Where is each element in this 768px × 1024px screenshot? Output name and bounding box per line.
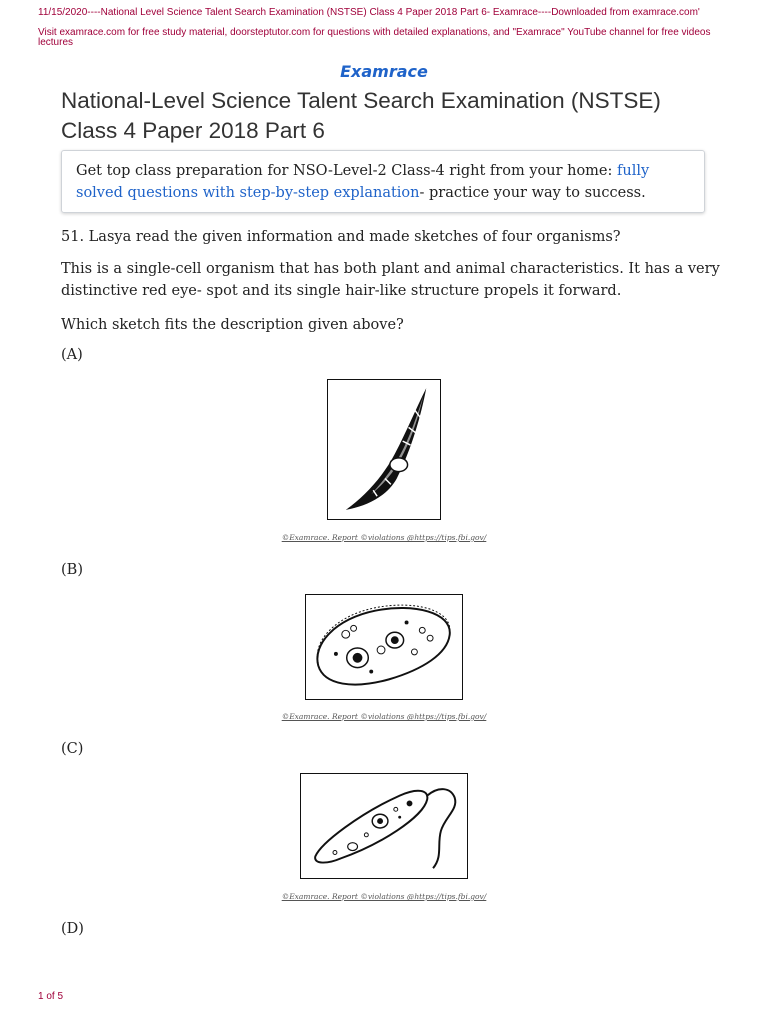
- option-d-label: (D): [61, 921, 84, 937]
- promo-text: Get top class preparation for NSO-Level-2 Class-4 right from your home:: [76, 163, 618, 179]
- crescent-organism-drawing: [328, 380, 440, 519]
- page-number: 1 of 5: [38, 991, 64, 1002]
- title-line-2: Class 4 Paper 2018 Part 6: [61, 118, 325, 143]
- visit-info-line: Visit examrace.com for free study material, doorsteptutor.com for questions with detailed explanations, and "Examrace" YouTube channel for free videos lectures: [38, 27, 711, 48]
- image-credit-b[interactable]: ©Examrace. Report ©violations @https://tips.fbi.gov/: [281, 712, 487, 721]
- brand-name[interactable]: Examrace: [340, 62, 428, 81]
- page-title: [61, 86, 741, 146]
- flagellated-organism-drawing: [301, 774, 467, 878]
- option-c-figure: [300, 773, 468, 879]
- option-c-label: (C): [61, 741, 84, 757]
- download-info-line: 11/15/2020----National Level Science Talent Search Examination (NSTSE) Class 4 Paper 2018 Part 6- Examrace----Downloaded from examrace.com': [38, 7, 700, 18]
- question-description: This is a single-cell organism that has both plant and animal characteristics. It has a very distinctive red eye- spot and its single hair-like structure propels it forward.: [61, 261, 720, 299]
- option-a-figure: [327, 379, 441, 520]
- image-credit-a[interactable]: ©Examrace. Report ©violations @https://tips.fbi.gov/: [281, 533, 487, 542]
- promo-link[interactable]: fully solved questions with step-by-step explanation: [76, 163, 650, 201]
- oval-organism-drawing: [306, 595, 462, 699]
- option-b-figure: [305, 594, 463, 700]
- promo-tail: - practice your way to success.: [419, 185, 646, 201]
- option-a-label: (A): [61, 347, 83, 363]
- title-line-1: National-Level Science Talent Search Examination (NSTSE): [61, 88, 661, 113]
- image-credit-c[interactable]: ©Examrace. Report ©violations @https://tips.fbi.gov/: [281, 892, 487, 901]
- option-b-label: (B): [61, 562, 83, 578]
- promo-box: [61, 150, 705, 213]
- question-prompt: Which sketch fits the description given above?: [61, 317, 404, 333]
- question-stem: 51. Lasya read the given information and made sketches of four organisms?: [61, 229, 621, 245]
